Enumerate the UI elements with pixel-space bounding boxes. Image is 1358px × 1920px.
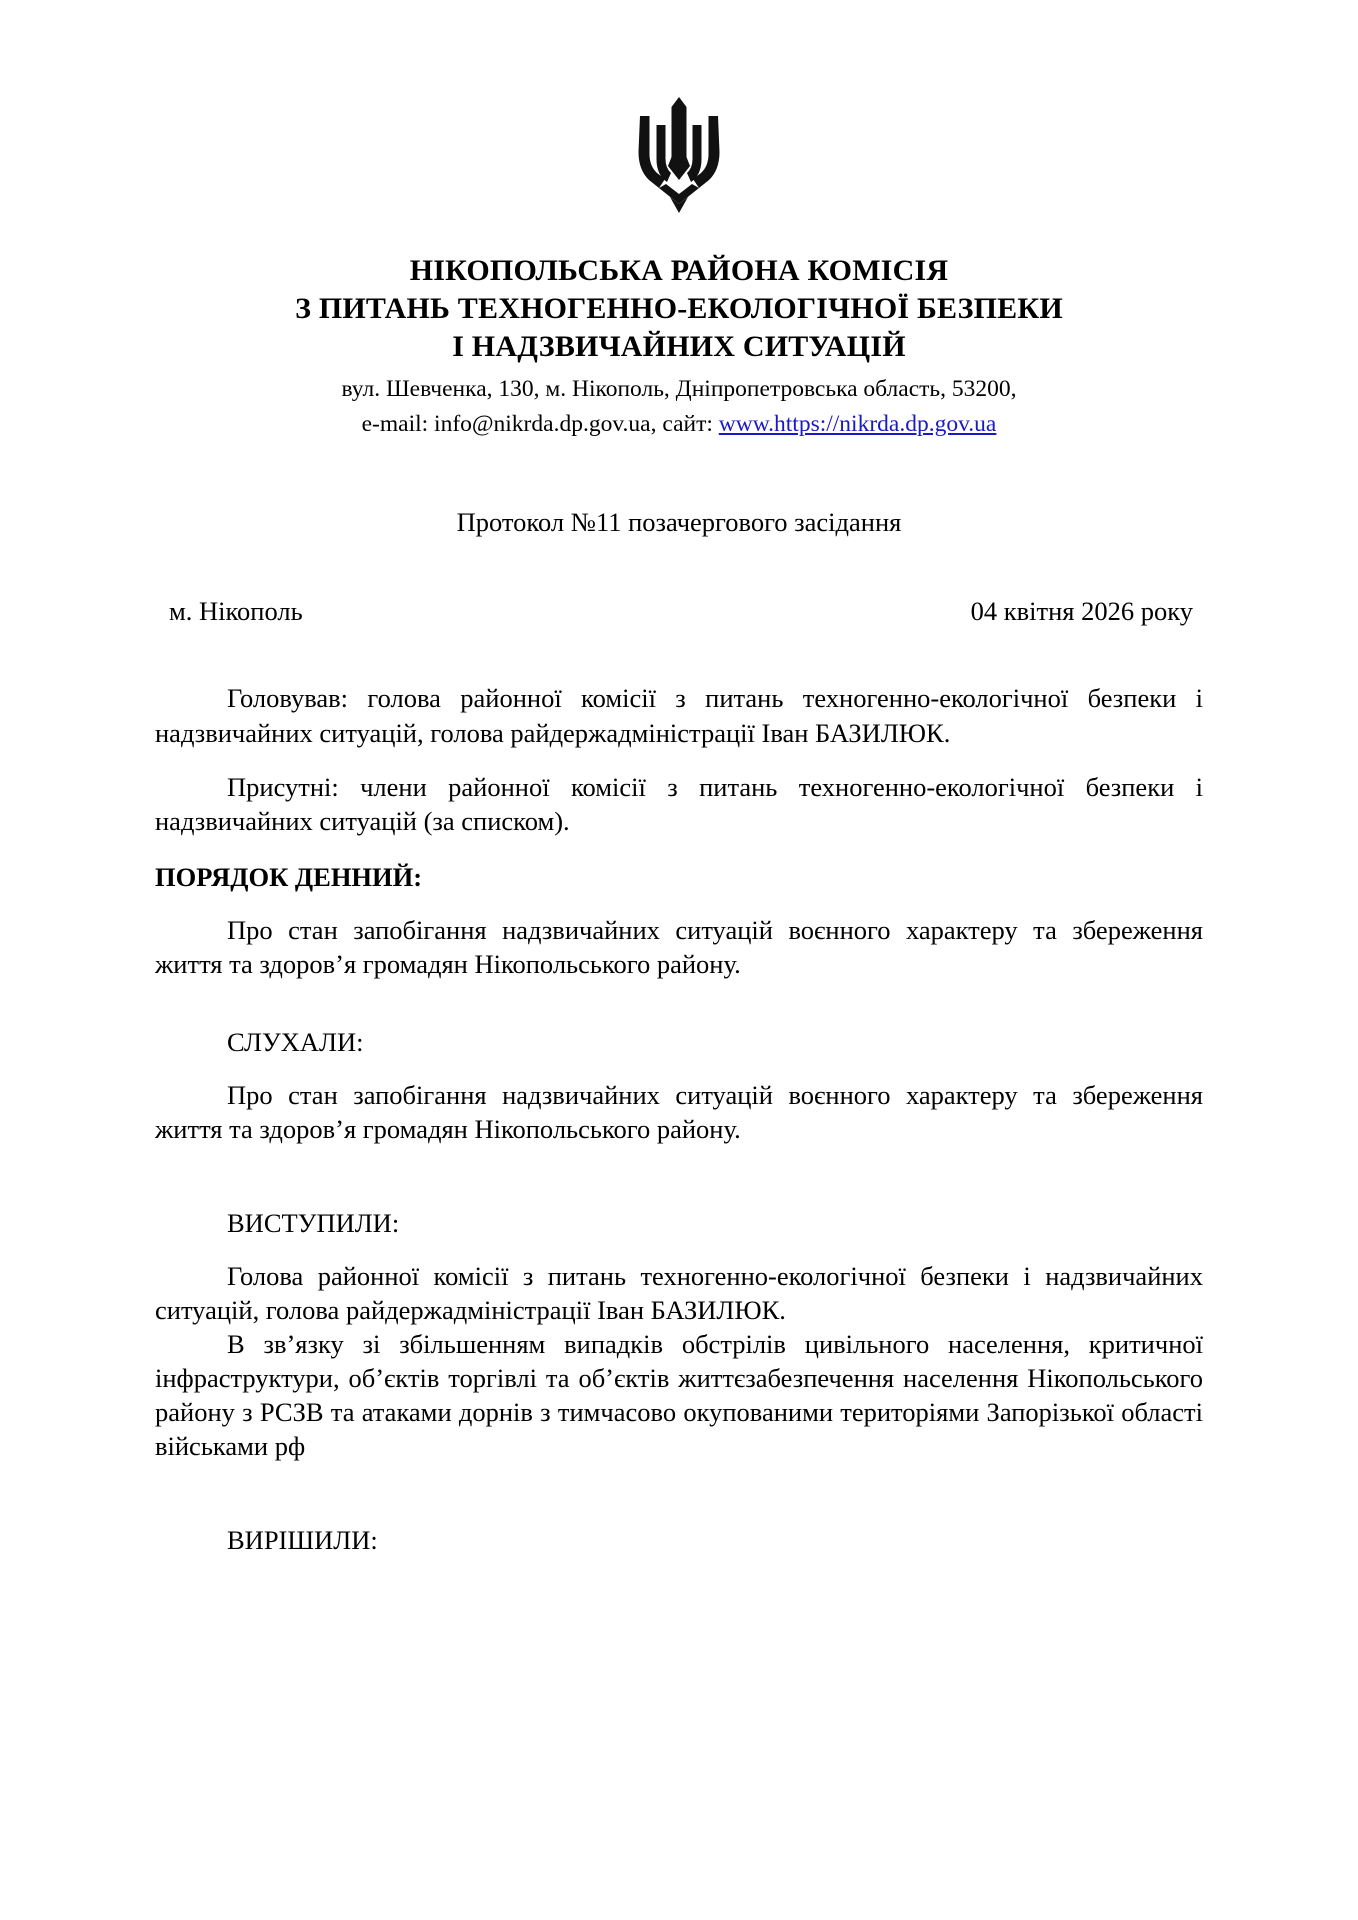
chaired-by-paragraph: Головував: голова районної комісії з питань техногенно-екологічної безпеки і надзвичайних ситуацій, голова райдержадміністрації Іван БАЗИЛЮК.: [155, 683, 1203, 748]
organization-line-3: І НАДЗВИЧАЙНИХ СИТУАЦІЙ: [452, 330, 906, 364]
place-date-row: [155, 596, 1203, 627]
document-body: [155, 681, 1203, 1556]
spacer: [155, 1146, 1203, 1208]
spacer: [155, 981, 1203, 1027]
attendees-paragraph: Присутні: члени районної комісії з питань техногенно-екологічної безпеки і надзвичайних ситуацій (за списком).: [155, 771, 1203, 836]
spoke-heading: ВИСТУПИЛИ:: [227, 1207, 400, 1238]
email-text: e-mail: info@nikrda.dp.gov.ua, сайт:: [361, 410, 719, 437]
letterhead: [155, 252, 1203, 441]
decided-heading: ВИРІШИЛИ:: [227, 1525, 378, 1556]
agenda-heading: ПОРЯДОК ДЕННИЙ:: [155, 861, 423, 892]
heard-item-paragraph: Про стан запобігання надзвичайних ситуацій воєнного характеру та збереження життя та здоров’я громадян Нікопольського району.: [155, 1079, 1203, 1144]
address-line: вул. Шевченка, 130, м. Нікополь, Дніпропетровська область, 53200,: [341, 376, 1017, 403]
contact-line: [155, 408, 1203, 442]
ukrainian-trident-icon: [637, 96, 721, 214]
organization-line-2: З ПИТАНЬ ТЕХНОГЕННО-ЕКОЛОГІЧНОЇ БЕЗПЕКИ: [295, 292, 1063, 326]
heard-heading: СЛУХАЛИ:: [227, 1026, 364, 1057]
agenda-item-paragraph: Про стан запобігання надзвичайних ситуацій воєнного характеру та збереження життя та здоров’я громадян Нікопольського району.: [155, 914, 1203, 979]
date-label: 04 квітня 2026 року: [970, 596, 1193, 627]
organization-line-1: НІКОПОЛЬСЬКА РАЙОНА КОМІСІЯ: [409, 254, 949, 287]
coat-of-arms-container: [155, 0, 1203, 214]
protocol-title: Протокол №11 позачергового засідання: [456, 507, 902, 538]
spacer: [155, 1463, 1203, 1525]
website-link[interactable]: www.https://nikrda.dp.gov.ua: [718, 410, 997, 437]
spoke-item-1-paragraph: Голова районної комісії з питань техногенно-екологічної безпеки і надзвичайних ситуацій, голова райдержадміністрації Іван БАЗИЛЮК.: [155, 1260, 1203, 1325]
place-label: м. Нікополь: [169, 596, 303, 627]
spoke-item-2-paragraph: В зв’язку зі збільшенням випадків обстрілів цивільного населення, критичної інфраструктури, об’єктів торгівлі та об’єктів життєзабезпечення населення Нікопольського району з РСЗВ та атаками дорнів з тимчасово окупованими територіями Запорізької області військами рф: [155, 1328, 1203, 1462]
